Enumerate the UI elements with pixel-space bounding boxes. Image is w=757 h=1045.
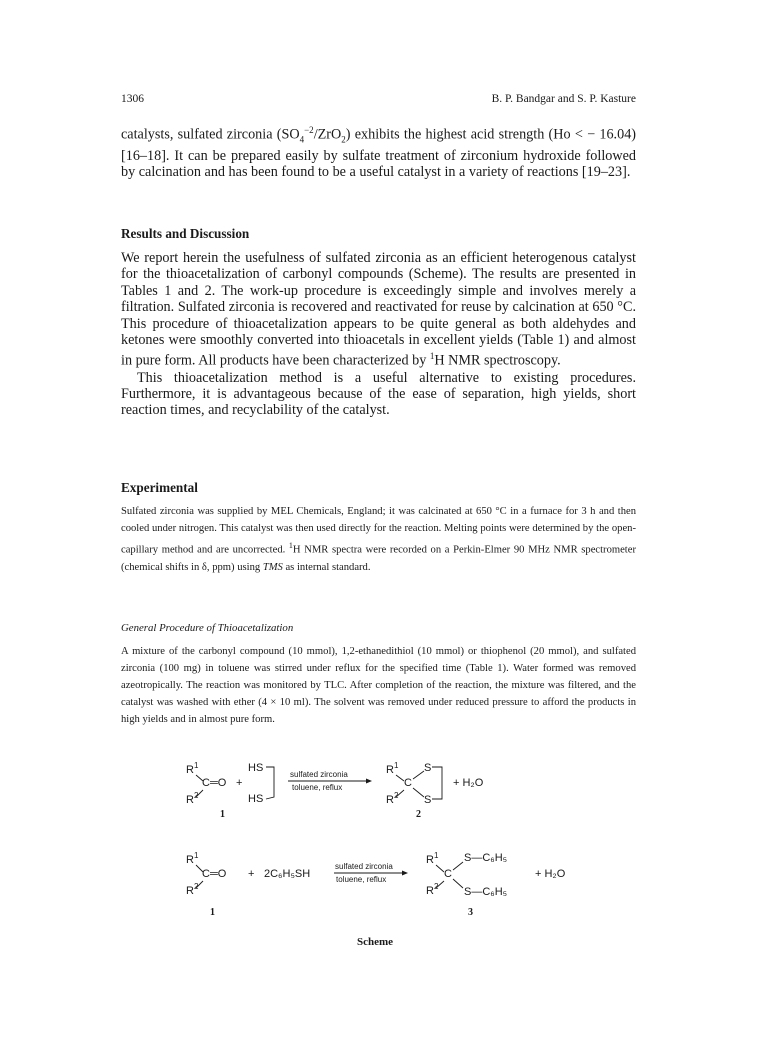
product3-sph-top: S—C₆H₅ [464, 852, 508, 864]
experimental-paragraph: Sulfated zirconia was supplied by MEL Chemicals, England; it was calcinated at 650 °C in a furnace for 3 h and then cooled under nitrogen. This catalyst was then used directly for the reaction. Melting points were determined by the open-capillary method and are uncorrected. $^1$H NMR spectra were recorded on a Perkin-Elmer 90 MHz NMR spectrometer (chemical shifts in δ, ppm) using TMS as internal standard. [121, 506, 636, 573]
compound-3-label: 3 [468, 907, 473, 918]
r1-label-2: $R^1$ [186, 851, 199, 866]
product2-c: C [404, 777, 412, 789]
product3-c: C [444, 868, 452, 880]
procedure-subheading: General Procedure of Thioacetalization [121, 622, 294, 634]
carbonyl-2: C═O [202, 868, 227, 880]
solvent-1: toluene, reflux [292, 783, 343, 792]
r2-label: $R^2$ [186, 791, 199, 806]
product2-s-bottom: S [424, 794, 432, 806]
product2-bond-s-bottom [413, 788, 424, 797]
product3-bond-r1 [436, 865, 444, 872]
product3-r2: $R^2$ [426, 882, 439, 897]
results-paragraph-1: We report herein the usefulness of sulfated zirconia as an efficient heterogenous catalyst for the thioacetalization of carbonyl compounds (Scheme). The results are presented in Tables 1 and 2. The work-up procedure is exceedingly simple and involves merely a filtration. Sulfated zirconia is recovered and reactivated for reuse by calcination at 650 °C. This procedure of thioacetalization appears to be quite general as both aldehydes and ketones were smoothly converted into thioacetals in excellent yields (Table 1) and almost in pure form. All products have been characterized by $^1$H NMR spectroscopy. [121, 250, 636, 370]
running-head-authors: B. P. Bandgar and S. P. Kasture [491, 93, 636, 105]
scheme-graphic [170, 755, 590, 955]
product2-r1: $R^1$ [386, 761, 399, 776]
reagent-1: sulfated zirconia [290, 770, 348, 779]
product3-sph-bottom: S—C₆H₅ [464, 886, 508, 898]
water-2: + H₂O [535, 868, 566, 880]
product3-r1: $R^1$ [426, 851, 439, 866]
hs-bottom: HS [248, 793, 264, 805]
ethane-bridge [266, 767, 274, 799]
thiophenol: 2C₆H₅SH [264, 868, 311, 880]
water-1: + H₂O [453, 777, 484, 789]
scheme-caption: Scheme [357, 936, 394, 948]
page-number: 1306 [121, 93, 144, 105]
compound-1-label-b: 1 [210, 907, 215, 918]
arrowhead-1 [366, 779, 372, 784]
product3-bond-s-bottom [453, 879, 463, 888]
solvent-2: toluene, reflux [336, 875, 387, 884]
r1-label: $R^1$ [186, 761, 199, 776]
product2-ring-bridge [432, 767, 442, 799]
results-paragraph-2: This thioacetalization method is a useful alternative to existing procedures. Furthermore, it is advantageous because of the ease of separation, high yields, short reaction times, and recyclability of the catalyst. [121, 369, 636, 419]
carbonyl-1: C═O [202, 777, 227, 789]
procedure-paragraph: A mixture of the carbonyl compound (10 mmol), 1,2-ethanedithiol (10 mmol) or thiophenol (20 mmol), and sulfated zirconia (100 mg) in toluene was stirred under reflux for the specified time (Table 1). Water formed was removed azeotropically. The reaction was monitored by TLC. After completion of the reaction, the mixture was filtered, and the catalyst was washed with ether (4 × 10 ml). The solvent was removed under reduced pressure to afford the products in high yields and in almost pure form. [121, 646, 636, 725]
compound-1-label-a: 1 [220, 809, 225, 820]
product2-r2: $R^2$ [386, 791, 399, 806]
product2-s-top: S [424, 762, 432, 774]
plus-sign-1: + [236, 777, 243, 789]
experimental-heading: Experimental [121, 480, 198, 495]
product2-bond-s-top [413, 771, 424, 779]
product3-bond-s-top [453, 862, 463, 870]
product2-bond-r1 [396, 775, 404, 781]
plus-sign-2: + [248, 868, 255, 880]
r2-label-2: $R^2$ [186, 882, 199, 897]
compound-2-label: 2 [416, 809, 421, 820]
intro-paragraph: catalysts, sulfated zirconia $(SO_4^{-2}/ZrO_2)$ exhibits the highest acid strength (Ho < − 16.04) [16–18]. It can be prepared easily by sulfate treatment of zirconium hydroxide followed by calcination and has been found to be a useful catalyst in a variety of reactions [19–23]. [121, 125, 637, 181]
arrowhead-2 [402, 871, 408, 876]
results-heading: Results and Discussion [121, 226, 250, 241]
reagent-2: sulfated zirconia [335, 862, 393, 871]
hs-top: HS [248, 762, 264, 774]
results-body [121, 250, 636, 419]
reaction-scheme [170, 755, 590, 955]
